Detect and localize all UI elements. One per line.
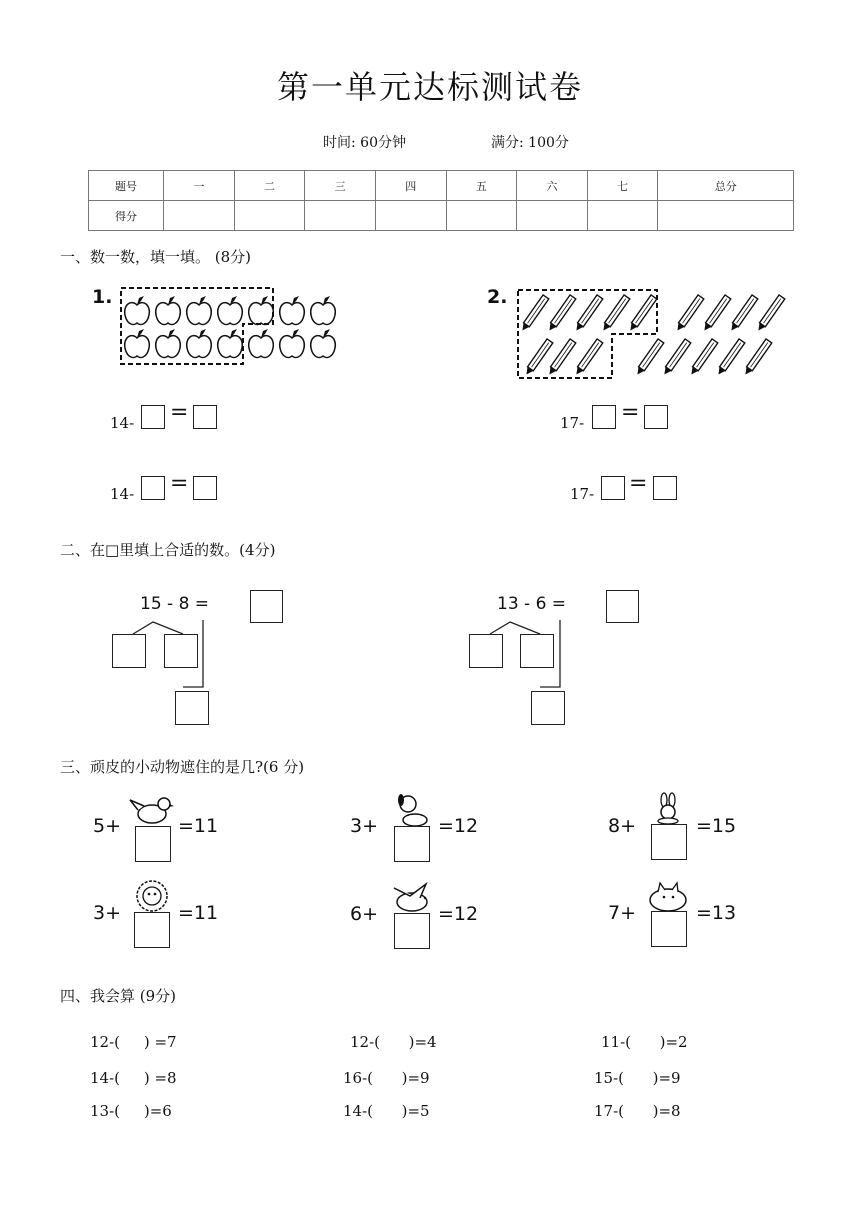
dove-icon xyxy=(386,880,436,916)
equation-left-2-label: 14- xyxy=(110,485,135,503)
equals-sign: = xyxy=(629,471,648,496)
score-cell[interactable] xyxy=(517,201,588,231)
animal-eq-suffix: =12 xyxy=(438,815,479,837)
animal-eq-suffix: =12 xyxy=(438,903,479,925)
cat-icon xyxy=(644,880,692,914)
calc-item[interactable]: 14-( )=5 xyxy=(343,1102,430,1120)
animal-eq-prefix: 6+ xyxy=(350,903,379,925)
answer-box[interactable] xyxy=(601,476,625,500)
answer-box[interactable] xyxy=(193,405,217,429)
apples-picture xyxy=(115,284,345,370)
animal-eq-suffix: =11 xyxy=(178,902,219,924)
pencils-picture xyxy=(512,286,787,382)
table-header-cell: 总分 xyxy=(658,171,794,201)
pencil-icon xyxy=(675,295,704,333)
animal-eq-suffix: =11 xyxy=(178,815,219,837)
split-box[interactable] xyxy=(164,634,198,668)
equals-sign: = xyxy=(170,400,189,425)
pencil-icon xyxy=(628,295,657,333)
table-header-cell: 题号 xyxy=(89,171,164,201)
apple-icon xyxy=(187,296,212,324)
bird-icon xyxy=(128,792,176,828)
section2-heading: 二、在□里填上合适的数。(4分) xyxy=(60,541,276,559)
animal-eq-suffix: =15 xyxy=(696,815,737,837)
score-table-header-row xyxy=(89,171,794,201)
section1-heading: 一、数一数，填一填。 (8分) xyxy=(60,248,252,266)
animal-eq-prefix: 3+ xyxy=(93,902,122,924)
page-title: 第一单元达标测试卷 xyxy=(276,68,583,106)
calc-item[interactable]: 17-( )=8 xyxy=(594,1102,681,1120)
answer-box[interactable] xyxy=(592,405,616,429)
pencil-icon xyxy=(702,295,731,333)
hidden-number-box[interactable] xyxy=(651,824,687,860)
lion-icon xyxy=(130,878,174,914)
apple-icon xyxy=(311,329,336,357)
pencil-icon xyxy=(689,339,718,377)
table-header-cell: 二 xyxy=(234,171,305,201)
equals-sign: = xyxy=(170,471,189,496)
table-header-cell: 三 xyxy=(305,171,376,201)
score-cell[interactable] xyxy=(375,201,446,231)
score-cell[interactable] xyxy=(658,201,794,231)
animal-eq-prefix: 7+ xyxy=(608,902,637,924)
apple-icon xyxy=(218,329,243,357)
answer-box[interactable] xyxy=(141,476,165,500)
pencil-icon xyxy=(716,339,745,377)
apple-icon xyxy=(280,296,305,324)
result-box[interactable] xyxy=(175,691,209,725)
table-header-cell: 七 xyxy=(587,171,658,201)
pencil-icon xyxy=(547,295,576,333)
table-header-cell: 五 xyxy=(446,171,517,201)
hidden-number-box[interactable] xyxy=(651,911,687,947)
score-table-score-row xyxy=(89,201,794,231)
animal-eq-prefix: 3+ xyxy=(350,815,379,837)
animal-eq-prefix: 8+ xyxy=(608,815,637,837)
hidden-number-box[interactable] xyxy=(394,913,430,949)
score-cell[interactable] xyxy=(305,201,376,231)
score-cell[interactable] xyxy=(164,201,235,231)
answer-box[interactable] xyxy=(141,405,165,429)
time-label: 时间: 60分钟 xyxy=(323,135,406,151)
apple-icon xyxy=(249,329,274,357)
score-cell[interactable] xyxy=(446,201,517,231)
calc-item[interactable]: 11-( )=2 xyxy=(601,1033,688,1051)
pencil-icon xyxy=(524,339,553,377)
hidden-number-box[interactable] xyxy=(394,826,430,862)
pencil-icon xyxy=(574,339,603,377)
hidden-number-box[interactable] xyxy=(135,826,171,862)
left-expression: 15 - 8 = xyxy=(140,594,210,614)
apple-icon xyxy=(125,329,150,357)
answer-box[interactable] xyxy=(653,476,677,500)
equals-sign: = xyxy=(621,400,640,425)
calc-item[interactable]: 12-( ) =7 xyxy=(90,1033,177,1051)
calc-item[interactable]: 16-( )=9 xyxy=(343,1069,430,1087)
section4-heading: 四、我会算 (9分) xyxy=(60,987,177,1005)
equation-right-1-label: 17- xyxy=(560,414,585,432)
answer-box[interactable] xyxy=(193,476,217,500)
pencil-icon xyxy=(729,295,758,333)
table-header-cell: 四 xyxy=(375,171,446,201)
score-cell[interactable] xyxy=(234,201,305,231)
split-box[interactable] xyxy=(469,634,503,668)
rabbit-icon xyxy=(652,792,686,824)
answer-box[interactable] xyxy=(250,590,283,623)
equation-left-1-label: 14- xyxy=(110,414,135,432)
pencil-icon xyxy=(743,339,772,377)
apple-icon xyxy=(280,329,305,357)
table-header-cell: 六 xyxy=(517,171,588,201)
apple-icon xyxy=(218,296,243,324)
calc-item[interactable]: 13-( )=6 xyxy=(90,1102,172,1120)
result-box[interactable] xyxy=(531,691,565,725)
full-score-label: 满分: 100分 xyxy=(491,135,569,151)
picture1-number: 1. xyxy=(92,286,113,308)
score-cell[interactable] xyxy=(587,201,658,231)
right-expression: 13 - 6 = xyxy=(497,594,567,614)
answer-box[interactable] xyxy=(644,405,668,429)
table-row-label: 得分 xyxy=(89,201,164,231)
section3-heading: 三、顽皮的小动物遮住的是几?(6 分) xyxy=(60,758,305,776)
pencil-icon xyxy=(662,339,691,377)
pencil-icon xyxy=(520,295,549,333)
apple-icon xyxy=(187,329,212,357)
equation-right-2-label: 17- xyxy=(570,485,595,503)
apple-icon xyxy=(249,296,274,324)
split-box[interactable] xyxy=(112,634,146,668)
apple-icon xyxy=(125,296,150,324)
dog-icon xyxy=(393,792,433,828)
calc-item[interactable]: 14-( ) =8 xyxy=(90,1069,177,1087)
hidden-number-box[interactable] xyxy=(134,912,170,948)
split-box[interactable] xyxy=(520,634,554,668)
table-header-cell: 一 xyxy=(164,171,235,201)
pencil-icon xyxy=(756,295,785,333)
animal-eq-prefix: 5+ xyxy=(93,815,122,837)
pencil-icon xyxy=(601,295,630,333)
apple-icon xyxy=(156,329,181,357)
score-table xyxy=(88,170,794,231)
pencil-icon xyxy=(635,339,664,377)
answer-box[interactable] xyxy=(606,590,639,623)
apple-icon xyxy=(311,296,336,324)
calc-item[interactable]: 12-( )=4 xyxy=(350,1033,437,1051)
calc-item[interactable]: 15-( )=9 xyxy=(594,1069,681,1087)
pencil-icon xyxy=(574,295,603,333)
picture2-number: 2. xyxy=(487,286,508,308)
apple-icon xyxy=(156,296,181,324)
animal-eq-suffix: =13 xyxy=(696,902,737,924)
